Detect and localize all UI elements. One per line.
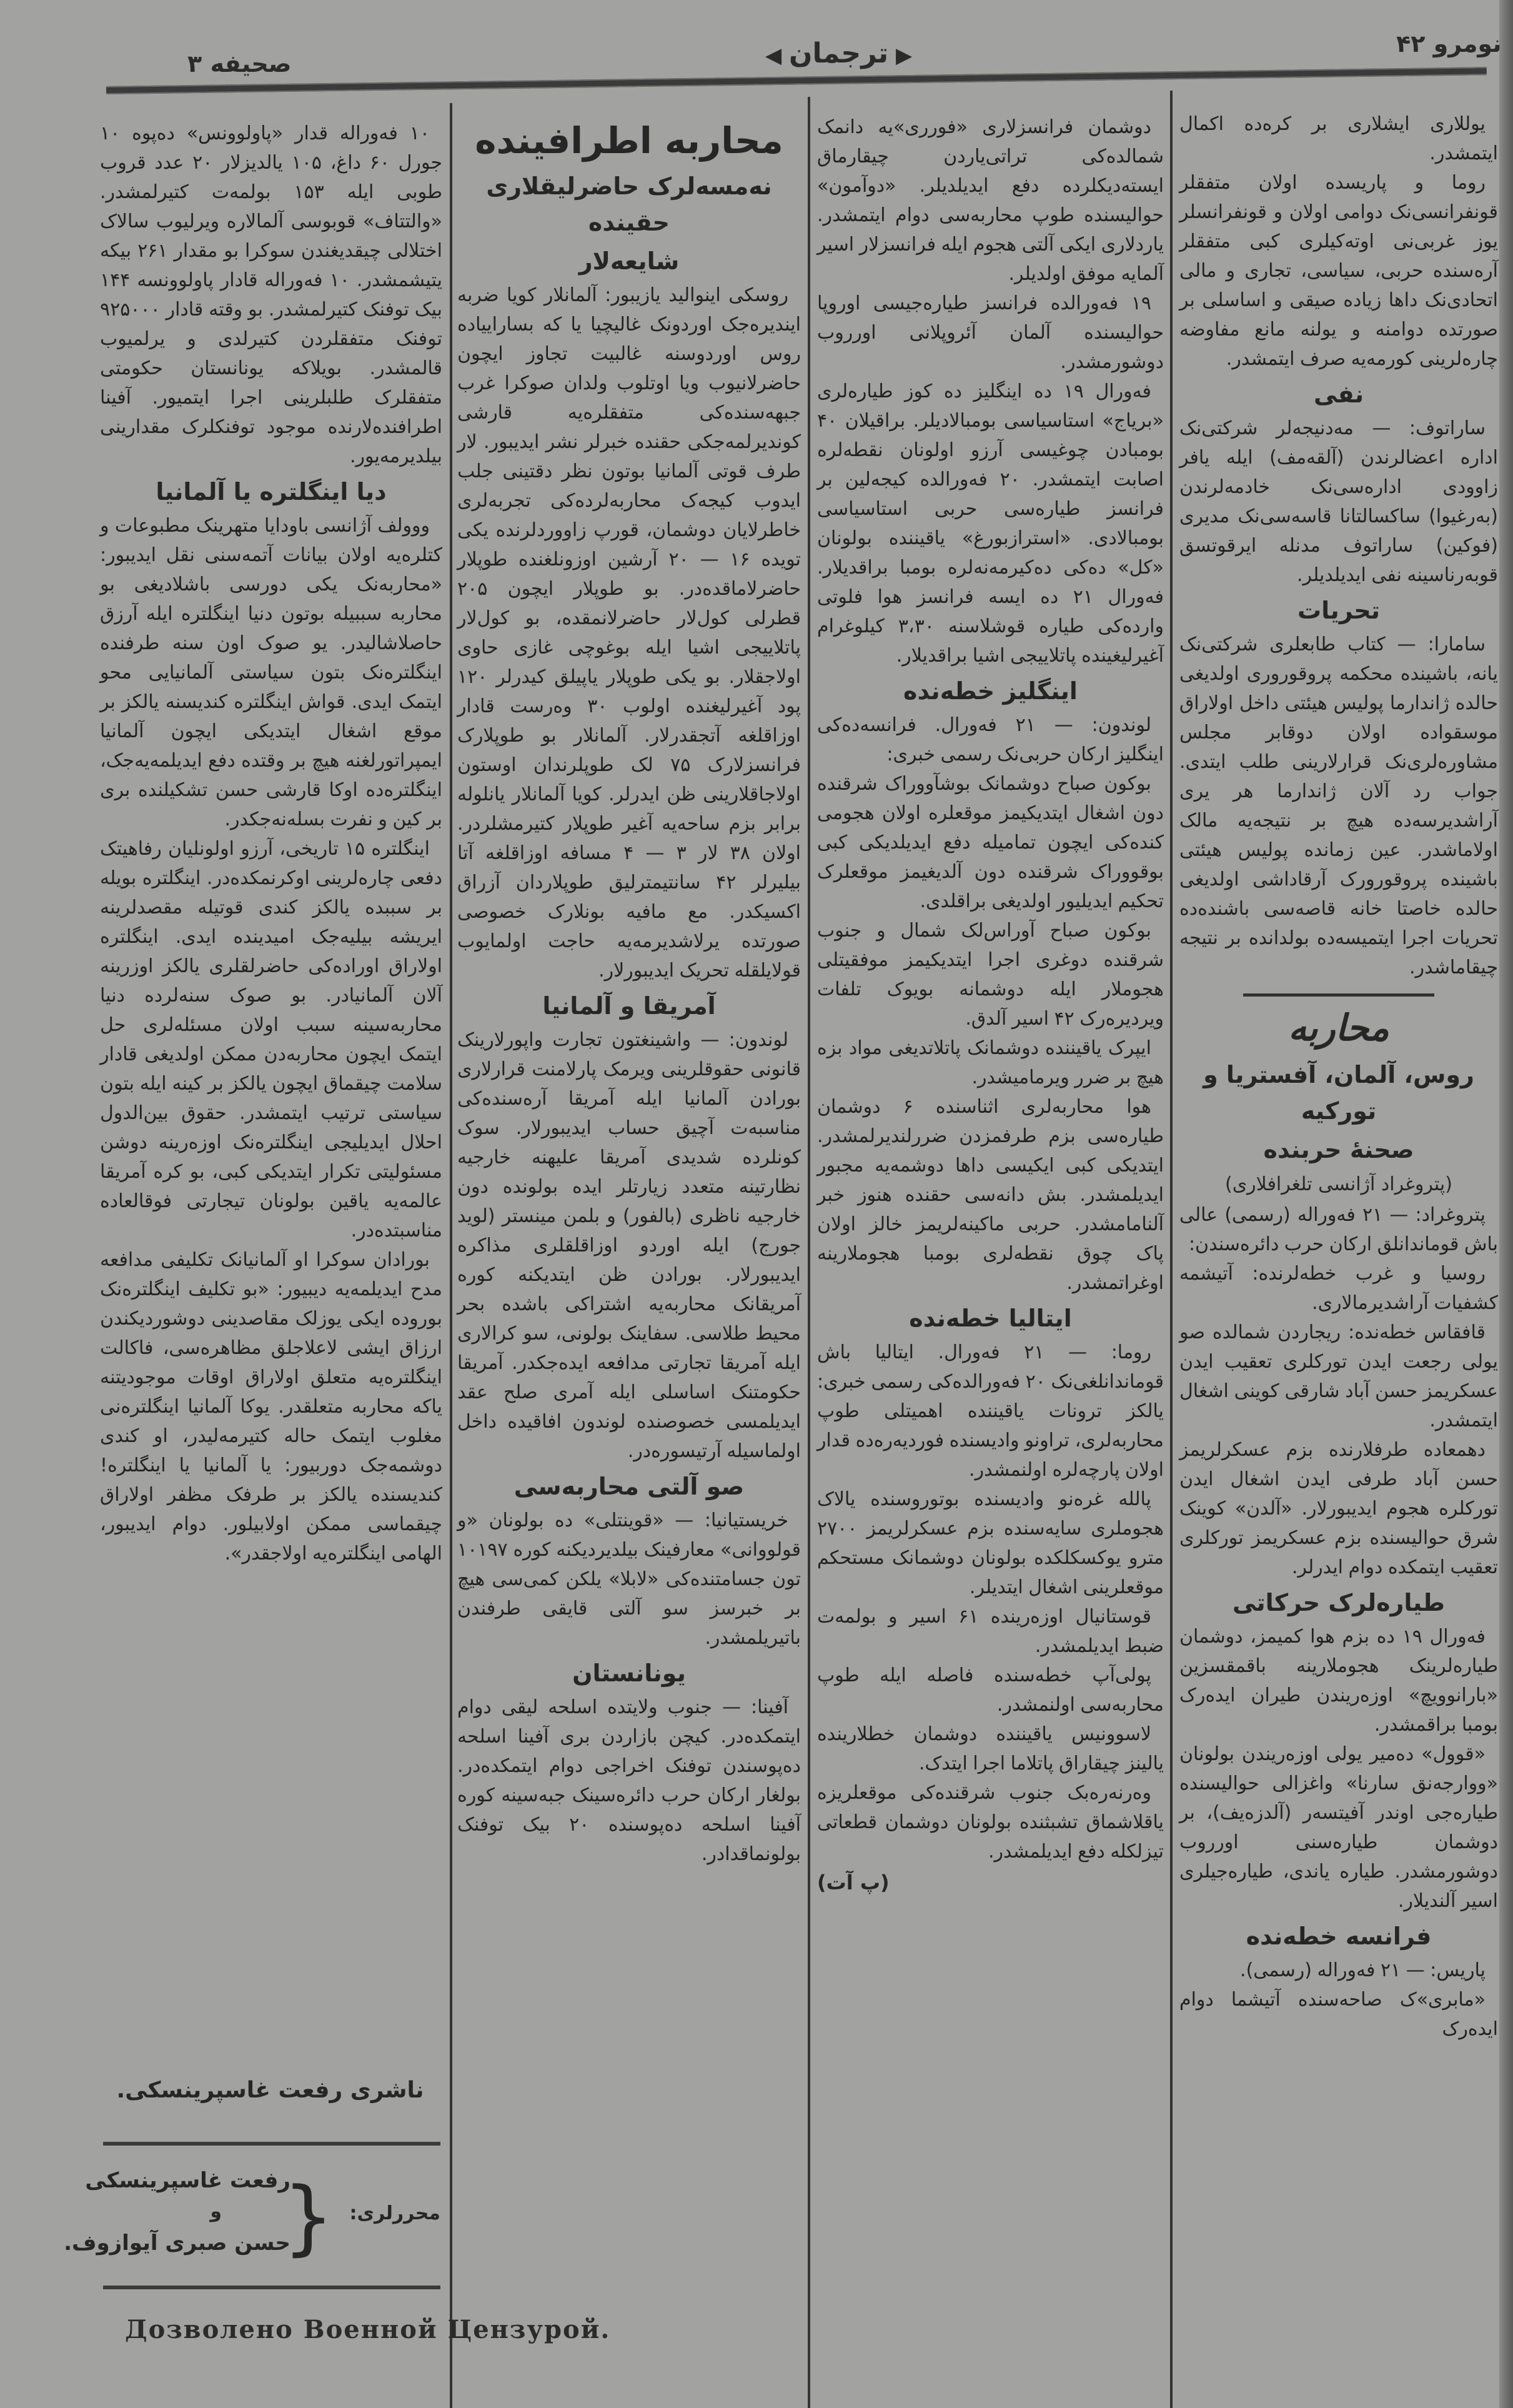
article-paragraph: فه‌ورال ۱۹ ده بزم هوا کمیمز، دوشمان طیاره‌لرینک هجوملارینه باقمقسزین «بارانوویچ» اوزه‌ریندن طیران ایده‌رک بومبا براقمشدر. <box>1179 1626 1498 1736</box>
article-paragraph: هوا محاربه‌لری اثناسنده ۶ دوشمان طیاره‌سی بزم طرفمزدن ضررلندیرلمشدر. ایتدیکی کبی ایکیسی داها دوشمه‌یه مجبور ایدیلمشدر. بش دانه‌سی حقنده هنوز خبر آلنامامشدر. حربی ماکینه‌لریمز خالز اولان پاک چوق نقطه‌لری بومبا هجوملارینه اوغراتمشدر. <box>817 1096 1164 1294</box>
column-3 <box>457 116 801 1869</box>
page-edge-shadow <box>1499 0 1513 2408</box>
article-paragraph: لوندون: — ۲۱ فه‌ورال. فرانسه‌ده‌کی اینگلیز ارکان حربی‌نک رسمی خبری: <box>817 714 1164 765</box>
section-heading: ایتالیا خطه‌نده <box>909 1305 1072 1332</box>
article-paragraph: ۱۰ فه‌وراله قدار «پاولوونس» ده‌پوه ۱۰ جورل ۶۰ داغ، ۱۰۵ یالدیزلار ۲۰ عدد قروب طوبی ایله ۱۵۳ بولمه‌ت کتیرلمشدر. «والتتاف» قوبوسی آلمالاره ویرلیوب سالاک اختلالی چیقدیغندن سوکرا بو مقدار ۲۶۱ بیکه یتیشمشدر. ۱۰ فه‌وراله قادار پاولوونسه ۱۴۴ بیک توفنک کتیرلمشدر. بو وقته قادار ۹۲۵۰۰۰ توفنک متفقلردن کتیرلدی و یرلمیوب قالمشدر. بویلاکه یونانستان حکومتی متفقلرک طلبلرینی اجرا ایتمیور. آفینا اطرافنده‌لارنده موجود توفنکلرک مقدارینی بیلدیرمه‌یور. <box>100 122 443 467</box>
editor-name: حسن صبری آیوازوف. <box>64 2231 290 2256</box>
article-paragraph: فه‌ورال ۱۹ ده اینگلیز ده کوز طیاره‌لری «بریاج» استاسیاسی بومبالادیلر. براقیلان ۴۰ بومبادن چوغیسی آرزو اولونان نقطه‌لره اصابت ایتمشدر. ۲۰ فه‌ورالده کیجه‌لین بر فرانسز طیاره‌سی حربی استاسیاسی بومبالادی. «استرازبورغ» یاقیننده بولونان «کل» ده‌کی ده‌کیرمه‌نه‌لره بومبا براقدیلار. فه‌ورال ۲۱ ده ایسه فرانسز هوا فلوتی وارده‌کی طیاره قوشلاسنه ۳،۳۰ کیلوغرام آغیرلیغینده پاتلاییجی اشیا براقدیلار. <box>817 381 1164 667</box>
editor-conjunction: و <box>210 2201 222 2222</box>
issue-number: نومرو ۴۲ <box>1396 30 1502 57</box>
article-paragraph: روسکی اینوالید یازیبور: آلمانلار کویا ضربه ایندیره‌جک اوردونک غالیچیا یا که بساراییاده روس اوردوسنه غالبیت تجاوز ایچون حاضرلانیوب ویا اوتلوب ولدان صوکرا غرب جبهه‌سنده‌کی متفقلره‌یه قارشی کوندیرلمه‌جکی حقنده خبرلر نشر ایدیبور. لار طرف قوتی آلمانیا بوتون نظر دقتینی جلب ایدوب کیجه‌ک محاربه‌لرده‌کی تجربه‌لری خاطرلایان دوشمان، قورپ زاووردلرنده یکی تویده ۱۶ — ۲۰ آرشین اوزونلغنده طوپلار حاضرلاماقده‌در. بو طوپلار ایچون ۲۰۵ قطرلی کول‌لار حاضرلانمقده، بو کول‌لار پاتلاییجی اشیا ایله بوغوچی غازی حاوی اولاجقلار. بو یکی طوپلار یاپیلق کیدرلر ۱۲۰ پود آغیرلیغنده اولوب ۳۰ وه‌رست قادار اوزاقلغه آتجقدرلار. آلمانلار بو طوپلارک فرانسزلارک ۷۵ لک طوپلرندان اوستون اولاجاقلارینی ظن ایدرلر. کویا آلمانلار یانلوله برابر بزم ساحه‌یه آغیر طوپلار کتیرمشلردر. اولان ۳۸ لار ۳ — ۴ مسافه اوزاقلغه آتا بیلیرلر ۴۲ سانتیمترلیق طوپلاردان آزراق اکسیکدر. مع مافیه بونلارک خصوصی صورتده یرلاشدیرمه‌یه حاجت اولمایوب قولایلقله تحریک ایدیبورلار. <box>457 284 801 982</box>
footer-rule <box>103 2142 440 2146</box>
column-divider <box>808 97 810 2408</box>
section-heading: روس، آلمان، آفستریا و تورکیه <box>1203 1061 1474 1125</box>
section-heading: نفی <box>1313 381 1364 408</box>
article-paragraph: وه‌رنه‌ره‌بک جنوب شرقنده‌کی موقعلریزه یاقلاشماق تشبثنده بولونان دوشمان قطعاتی تیزلکله دفع ایدیلمشدر. <box>817 1782 1164 1863</box>
section-heading: فرانسه خطه‌نده <box>1246 1923 1432 1950</box>
article-paragraph: آفینا: — جنوب ولایتده اسلحه لیقی دوام ایتمکده‌در. کیچن بازاردن بری آفینا اسلحه ده‌پوسندن توفنک اخراجی دوام ایتمکده‌در. بولغار ارکان حرب دائره‌سینک جبه‌سینه کوره آفینا اسلحه ده‌پوسنده ۲۰ بیک توفنک بولونماقدادر. <box>457 1696 801 1865</box>
footer-rule <box>103 2286 440 2289</box>
section-heading: آمریقا و آلمانیا <box>542 992 716 1020</box>
editors-label: محررلری: <box>349 2202 440 2224</box>
article-paragraph: یوللاری ایشلاری بر کره‌ده اکمال ایتمشدر. <box>1179 113 1498 164</box>
brace-icon: { <box>282 2169 334 2264</box>
article-paragraph: پالله غره‌نو وادیسنده بوتوروسنده یالاک هجوملری سایه‌سنده بزم عسکرلریمز ۲۷۰۰ مترو یوکسکلکده بولونان دوشمانک مستحکم موقعلرینی اشغال ایتدیلر. <box>817 1488 1164 1598</box>
publisher-line: ناشری رفعت غاسپرینسکی. <box>116 2077 424 2103</box>
section-subtitle: (پتروغراد آژانسی تلغرافلاری) <box>1225 1173 1452 1195</box>
article-paragraph: پتروغراد: — ۲۱ فه‌وراله (رسمی) عالی باش قوماندانلق ارکان حرب دائره‌سندن: <box>1179 1204 1498 1255</box>
section-heading: صحنهٔ حربنده <box>1263 1136 1414 1163</box>
article-paragraph: «قوول» ده‌میر یولی اوزه‌ریندن بولونان «ووارجه‌نق سارنا» واغزالی حوالیسنده طیاره‌جی اوندر آفیتسه‌ر (آلدزه‌یف)، بر دوشمان طیاره‌سنی اورروب دوشورمشدر. طیاره یاندی، طیاره‌جیلری اسیر آلندیلار. <box>1179 1743 1498 1912</box>
article-paragraph: سامارا: — کتاب طابعلری شرکتی‌نک یانه، باشینده محکمه پروقوروری اولدیغی حالده ژاندارما پولیس هیئتی داخل اولاراق موسقواده اولان دوقابر مجلس مشاوره‌لری‌نک قرارلارینی طلب ایتدی. جواب رد آلان ژاندارما هر یری آراشدیرسه‌ده هیچ بر نتیجه‌یه مالک اولاماشدر. عین زمانده پولیس هیئتی باشینده پروقورورک آرقاداشی اولدیغی حالده خاصتا خانه قاصه‌سی باشنده‌ده تحریات اجرا ایتمیسه‌ده بولدانده بر نتیجه چیقاماشدر. <box>1179 634 1498 978</box>
article-paragraph: ووولف آژانسی باودایا متهرینک مطبوعات و کتلره‌یه اولان بیانات آتمه‌سنی نقل ایدیبور: «محاربه‌نک یکی دورسی باشلادیغی بو محاربه سببیله بوتون دنیا اینگلتره ایله آرزق حاصلاشالیدر. یو صوک اون سنه طرفنده اینگلتره‌نک بتون سیاستی آلمانیایی محو ایتمک ایدی. قواش اینگلتره کندیسنه یالکز بر موقع اشغال ایتدیکی ایچون آلمانیا ایمپراتورلغنه هیچ بر وقتده دفع ایدیلمه‌یه‌جک، اینگلتره‌ده اوکا قارشی حسن تشکیلنده بری بر کین و نفرت بسله‌نه‌جکدر. <box>100 515 442 830</box>
newspaper-title: ◀ ترجمان ▶ <box>765 37 912 69</box>
column-divider <box>1170 91 1173 2408</box>
article-signature: (پ آت) <box>817 1871 890 1894</box>
page-number: ۳ صحیفه <box>187 50 292 77</box>
section-heading: نه‌مسه‌لرک حاضرلیقلاری حقینده <box>486 172 772 236</box>
header-rule <box>106 67 1487 94</box>
article-paragraph: دوشمان فرانسزلاری «فورری»یه دانمک شمالده‌کی تراتی‌یاردن چیقارماق ایسته‌دیکلرده دفع ایدیلدیلر. «دوآمون» حوالیسنده طوپ محاربه‌سی دوام ایتمشدر. یاردلاری ایکی آلتی هجوم ایله فرانسزلار اسیر آلمایه موفق اولدیلر. <box>817 116 1164 285</box>
article-paragraph: لاسوونیس یاقیننده دوشمان خطلارینده یالینز چیقاراق پاتلاما اجرا ایتدک. <box>817 1723 1164 1774</box>
column-divider <box>450 103 452 2408</box>
article-paragraph: بوکون صباح آوراس‌لک شمال و جنوب شرقنده دوغری اجرا ایتدیکیمز موفقیتلی هجوملار ایله دوشمانه بویوک تلفات ویردیره‌رک ۴۲ اسیر آلدق. <box>817 920 1164 1030</box>
section-heading: صو آلتی محاربه‌سی <box>513 1473 745 1500</box>
article-paragraph: بوکون صباح دوشمانک بوشآووراک شرقنده دون اشغال ایتدیکیمز موقعلره اولان هجومی کنده‌کی ایچون تمامیله دفع ایدیلدیکی کبی بوقووراک شرقنده دون آلدیغیمز موقعلرک تحکیم ایدیلیور اولدیغی براقلدی. <box>817 773 1164 912</box>
column-1 <box>1179 109 1498 2044</box>
article-paragraph: اینگلتره ۱۵ تاریخی، آرزو اولونلیان رفاهیتک دفعی چاره‌لرینی اوکرنمکده‌در. اینگلتره بویله بر سببده یالکز کندی قوتیله مقصدلرینه ایریشه بیلیه‌جک امیدینده ایدی. اینگلتره اولاراق اوراده‌کی حاضرلقلری یالکز اوزرینه آلان آلمانیادر. بو صوک سنه‌لرده دنیا محاربه‌سینه سبب اولان مسئله‌لری حل ایتمک ایچون محاربه‌دن ممکن اولدیغی قادار سلامت چیقماق ایچون یالکز بر کینه ایله بتون سیاستی ترتیب ایتمشدر. حقوق بین‌الدول احلال ایدیلیجی اینگلتره‌نک اوزه‌رینه دوشن مسئولیتی تکرار ایتدیکی کبی، بو کره آمریقا عالمه‌یه یاقین بولونان تیجارتی فوقالعاده مناسبتده‌در. <box>100 838 442 1241</box>
article-paragraph: ساراتوف: — مه‌دنیجه‌لر شرکتی‌نک اداره اعضالرندن (آلقه‌مف) ایله یافر زاوودی اداره‌سی‌نک خادمه‌لرندن (به‌رغیوا) ساکسالتانا قاسه‌سی‌نک مدیری (فوکین) ساراتوف مدنله ایرقوتسق قوبه‌رناسینه نفی ایدیلدیلر. <box>1179 417 1498 586</box>
section-heading: اینگلیز خطه‌نده <box>903 677 1078 705</box>
article-paragraph: روسیا و غرب خطه‌لرنده: آتیشمه کشفیات آراشدیرمالاری. <box>1179 1263 1498 1314</box>
article-paragraph: بورادان سوکرا او آلمانیانک تکلیفی مدافعه مدح ایدیلمه‌یه دیبیور: «بو تکلیف اینگلتره‌نک بوروده ایکی یوزلک مقاصدینی دوشوردیکندن ارزاق ایشی لاعلاجلق مظاهره‌سی، فاکالت اینگلتره‌یه متعلق اولاراق اوقات موجودیتنه یاکه محاربه متعلقدر. یوکا آلمانیا اینگلتره‌نی مغلوب ایتمک حاله کتیرمه‌لیدر، او کندی دوشمه‌جک دوربیور: یا آلمانیا یا اینگلتره! کندیسنده یالکز بر طرفک مظفر اولاراق چیقماسی ممکن اولابیلور. دوام ایدیبور، الهامی اینگلتره‌یه اولاجقدر». <box>100 1249 442 1565</box>
section-heading: تحریات <box>1297 597 1381 624</box>
article-paragraph: پاریس: — ۲۱ فه‌وراله (رسمی). <box>1240 1959 1486 1981</box>
article-paragraph: قافقاس خطه‌نده: ریجاردن شمالده صو یولی رجعت ایدن تورکلری تعقیب ایدن عسکریمز حسن آباد شارقی کوینی اشغال ایتمشدر. <box>1179 1321 1498 1431</box>
article-paragraph: پولی‌آپ خطه‌سنده فاصله ایله طوپ محاربه‌سی اولنمشدر. <box>817 1664 1164 1716</box>
column-2 <box>817 112 1164 1899</box>
article-paragraph: ایپرک یاقیننده دوشمانک پاتلاتدیغی مواد بزه هیچ بر ضرر ویرمامیشدر. <box>817 1037 1164 1088</box>
censor-note: Дозволено Военной Цензурой. <box>125 2315 611 2344</box>
section-divider <box>1243 993 1434 997</box>
section-heading: یونانستان <box>572 1659 686 1687</box>
editors-block <box>64 2168 440 2268</box>
article-paragraph: قوستانیال اوزه‌رینده ۶۱ اسیر و بولمه‌ت ضبط ایدیلمشدر. <box>817 1606 1164 1657</box>
article-paragraph: خریستیانیا: — «قوینتلی» ده بولونان «و قولووانی» معارفینک بیلدیردیکنه کوره ۱۰۱۹۷ تون جسامتنده‌کی «لابلا» یلکن کمی‌سی هیچ بر خبرسز سو آلتی قایقی طرفندن باتیریلمشدر. <box>457 1510 801 1649</box>
article-paragraph: دهمعاده طرفلارنده بزم عسکرلریمز حسن آباد طرفی ایدن اشغال ایدن تورکلره هجوم ایدیبورلار. «آلدن» کوینک شرق حوالیسنده بزم عسکریمز تورکلری تعقیب ایتمکده دوام ایدرلر. <box>1179 1439 1498 1578</box>
article-paragraph: روما: — ۲۱ فه‌ورال. ایتالیا باش قوماندانلغی‌نک ۲۰ فه‌ورالده‌کی رسمی خبری: یالکز ترونات یاقیننده اهمیتلی طوپ محاربه‌لری، تراونو وادیسنده فوردیه‌ره‌ده قدار اولان پارچه‌لره اولنمشدر. <box>817 1341 1164 1481</box>
article-paragraph: لوندون: — واشینغتون تجارت واپورلارینک قانونی حقوقلرینی ویرمک پارلامنت قرارلاری بورادن آلمانیا ایله آمریقا آره‌سنده‌کی مناسبه‌ت آچیق حساب ایدیبورلار. سوک کونلرده شدیدی آمریقا علیهنه خارجیه نظارتینه متعدد زیارتلر ایده بولونده دون خارجیه ناظری (بالفور) و بلمن مینستر (لوید جورج) ایله اوردو اوزاقلقلری مذاکره ایدیبورلار. بورادن ظن ایتدیکنه کوره آمریقانک محاربه‌یه اشتراکی باشده بحر محیط طلاسی. سفاینک بولونی، سو کرالاری ایله آمریقا تجارتی مدافعه ایده‌جکدر. آمریقا حکومتنک اساسلی ایله آمری صلح عقد ایدیلمسی خصوصنده لوندون افاقیده داخل اولماسیله آرتیسوره‌در. <box>457 1029 801 1462</box>
section-headline: محاربه اطرافینده <box>475 119 783 162</box>
article-paragraph: روما و پاریسده اولان متفقلر قونفرانسی‌نک دوامی اولان و قونفرانسلر یوز غربی‌نی اوته‌کیلری کبی متفقلر آره‌سنده حربی، سیاسی، تجاری و مالی اتحادی‌نک داها زیاده صیقی و اساسلی بر صورتده دوامنه و یولنه مانع مفاوضه چاره‌لرینی کورمه‌یه صرف ایتمشدر. <box>1179 172 1498 370</box>
section-heading: طیاره‌لرک حرکاتی <box>1232 1589 1446 1616</box>
article-paragraph: ۱۹ فه‌ورالده فرانسز طیاره‌جیسی اوروپا حوالیسنده آلمان آئروپلانی اورروب دوشورمشدر. <box>817 292 1164 373</box>
editor-name: رفعت غاسپرینسکی <box>85 2168 290 2193</box>
article-paragraph: «مابری»ک صاحه‌سنده آتیشما دوام ایده‌رک <box>1179 1989 1498 2040</box>
section-logo-heading: محاربه <box>1288 1007 1389 1049</box>
column-4 <box>100 119 442 1568</box>
section-heading: شایعه‌لار <box>578 247 680 275</box>
section-heading: دیا اینگلتره یا آلمانیا <box>156 478 387 505</box>
